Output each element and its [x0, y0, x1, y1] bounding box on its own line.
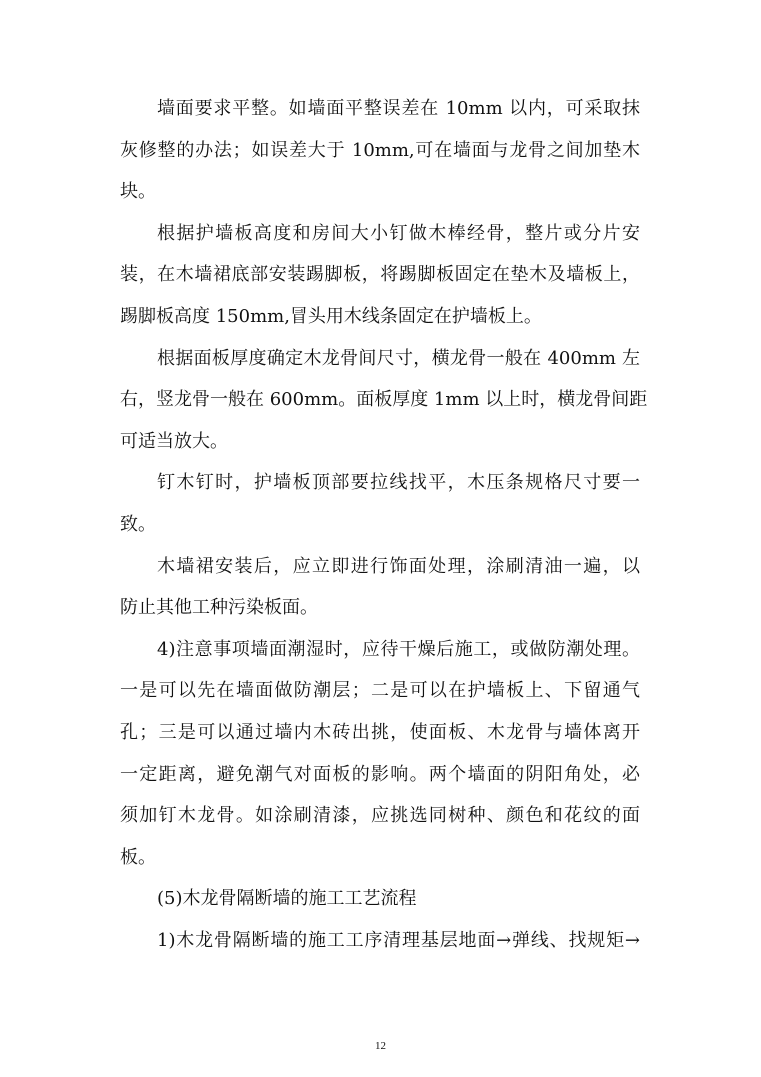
text-line: 钉木钉时，护墙板顶部要拉线找平，木压条规格尺寸要一: [157, 472, 640, 494]
text-line: 致。: [120, 513, 156, 535]
text-line: 一定距离，避免潮气对面板的影响。两个墙面的阴阳角处，必: [120, 763, 640, 785]
text-line: 孔；三是可以通过墙内木砖出挑，使面板、木龙骨与墙体离开: [120, 721, 640, 743]
text-line: 根据面板厚度确定木龙骨间尺寸，横龙骨一般在 400mm 左: [157, 347, 640, 369]
text-line: 装，在木墙裙底部安装踢脚板，将踢脚板固定在垫木及墙板上，: [120, 264, 640, 286]
page-number: 12: [375, 1040, 386, 1052]
text-line: 墙面要求平整。如墙面平整误差在 10mm 以内，可采取抹: [157, 98, 640, 119]
text-line: 4)注意事项墙面潮湿时，应待干燥后施工，或做防潮处理。: [157, 638, 640, 660]
text-line: 须加钉木龙骨。如涂刷清漆，应挑选同树种、颜色和花纹的面: [120, 805, 640, 827]
paragraph: [120, 462, 640, 545]
paragraph: [120, 213, 640, 338]
text-line: 踢脚板高度 150mm,冒头用木线条固定在护墙板上。: [120, 305, 542, 327]
document-body: [120, 88, 648, 961]
text-line: 一是可以先在墙面做防潮层；二是可以在护墙板上、下留通气: [120, 680, 640, 702]
text-line: 板。: [120, 846, 156, 868]
paragraph: [120, 338, 648, 463]
paragraph: [120, 88, 640, 213]
text-line: 灰修整的办法；如误差大于 10mm,可在墙面与龙骨之间加垫木: [120, 139, 640, 161]
text-line: 防止其他工种污染板面。: [120, 597, 318, 619]
paragraph: [120, 629, 640, 879]
text-line: 块。: [120, 181, 156, 203]
paragraph: [120, 546, 640, 629]
text-line: 木墙裙安装后，应立即进行饰面处理，涂刷清油一遍，以: [157, 555, 640, 577]
text-line: 右，竖龙骨一般在 600mm。面板厚度 1mm 以上时，横龙骨间距: [120, 389, 648, 411]
text-line: 1)木龙骨隔断墙的施工工序清理基层地面→弹线、找规矩→: [157, 929, 640, 951]
paragraph: [120, 920, 640, 962]
text-line: (5)木龙骨隔断墙的施工工艺流程: [157, 888, 417, 910]
text-line: 可适当放大。: [120, 430, 228, 452]
paragraph: [120, 878, 640, 920]
text-line: 根据护墙板高度和房间大小钉做木棒经骨，整片或分片安: [157, 222, 640, 244]
